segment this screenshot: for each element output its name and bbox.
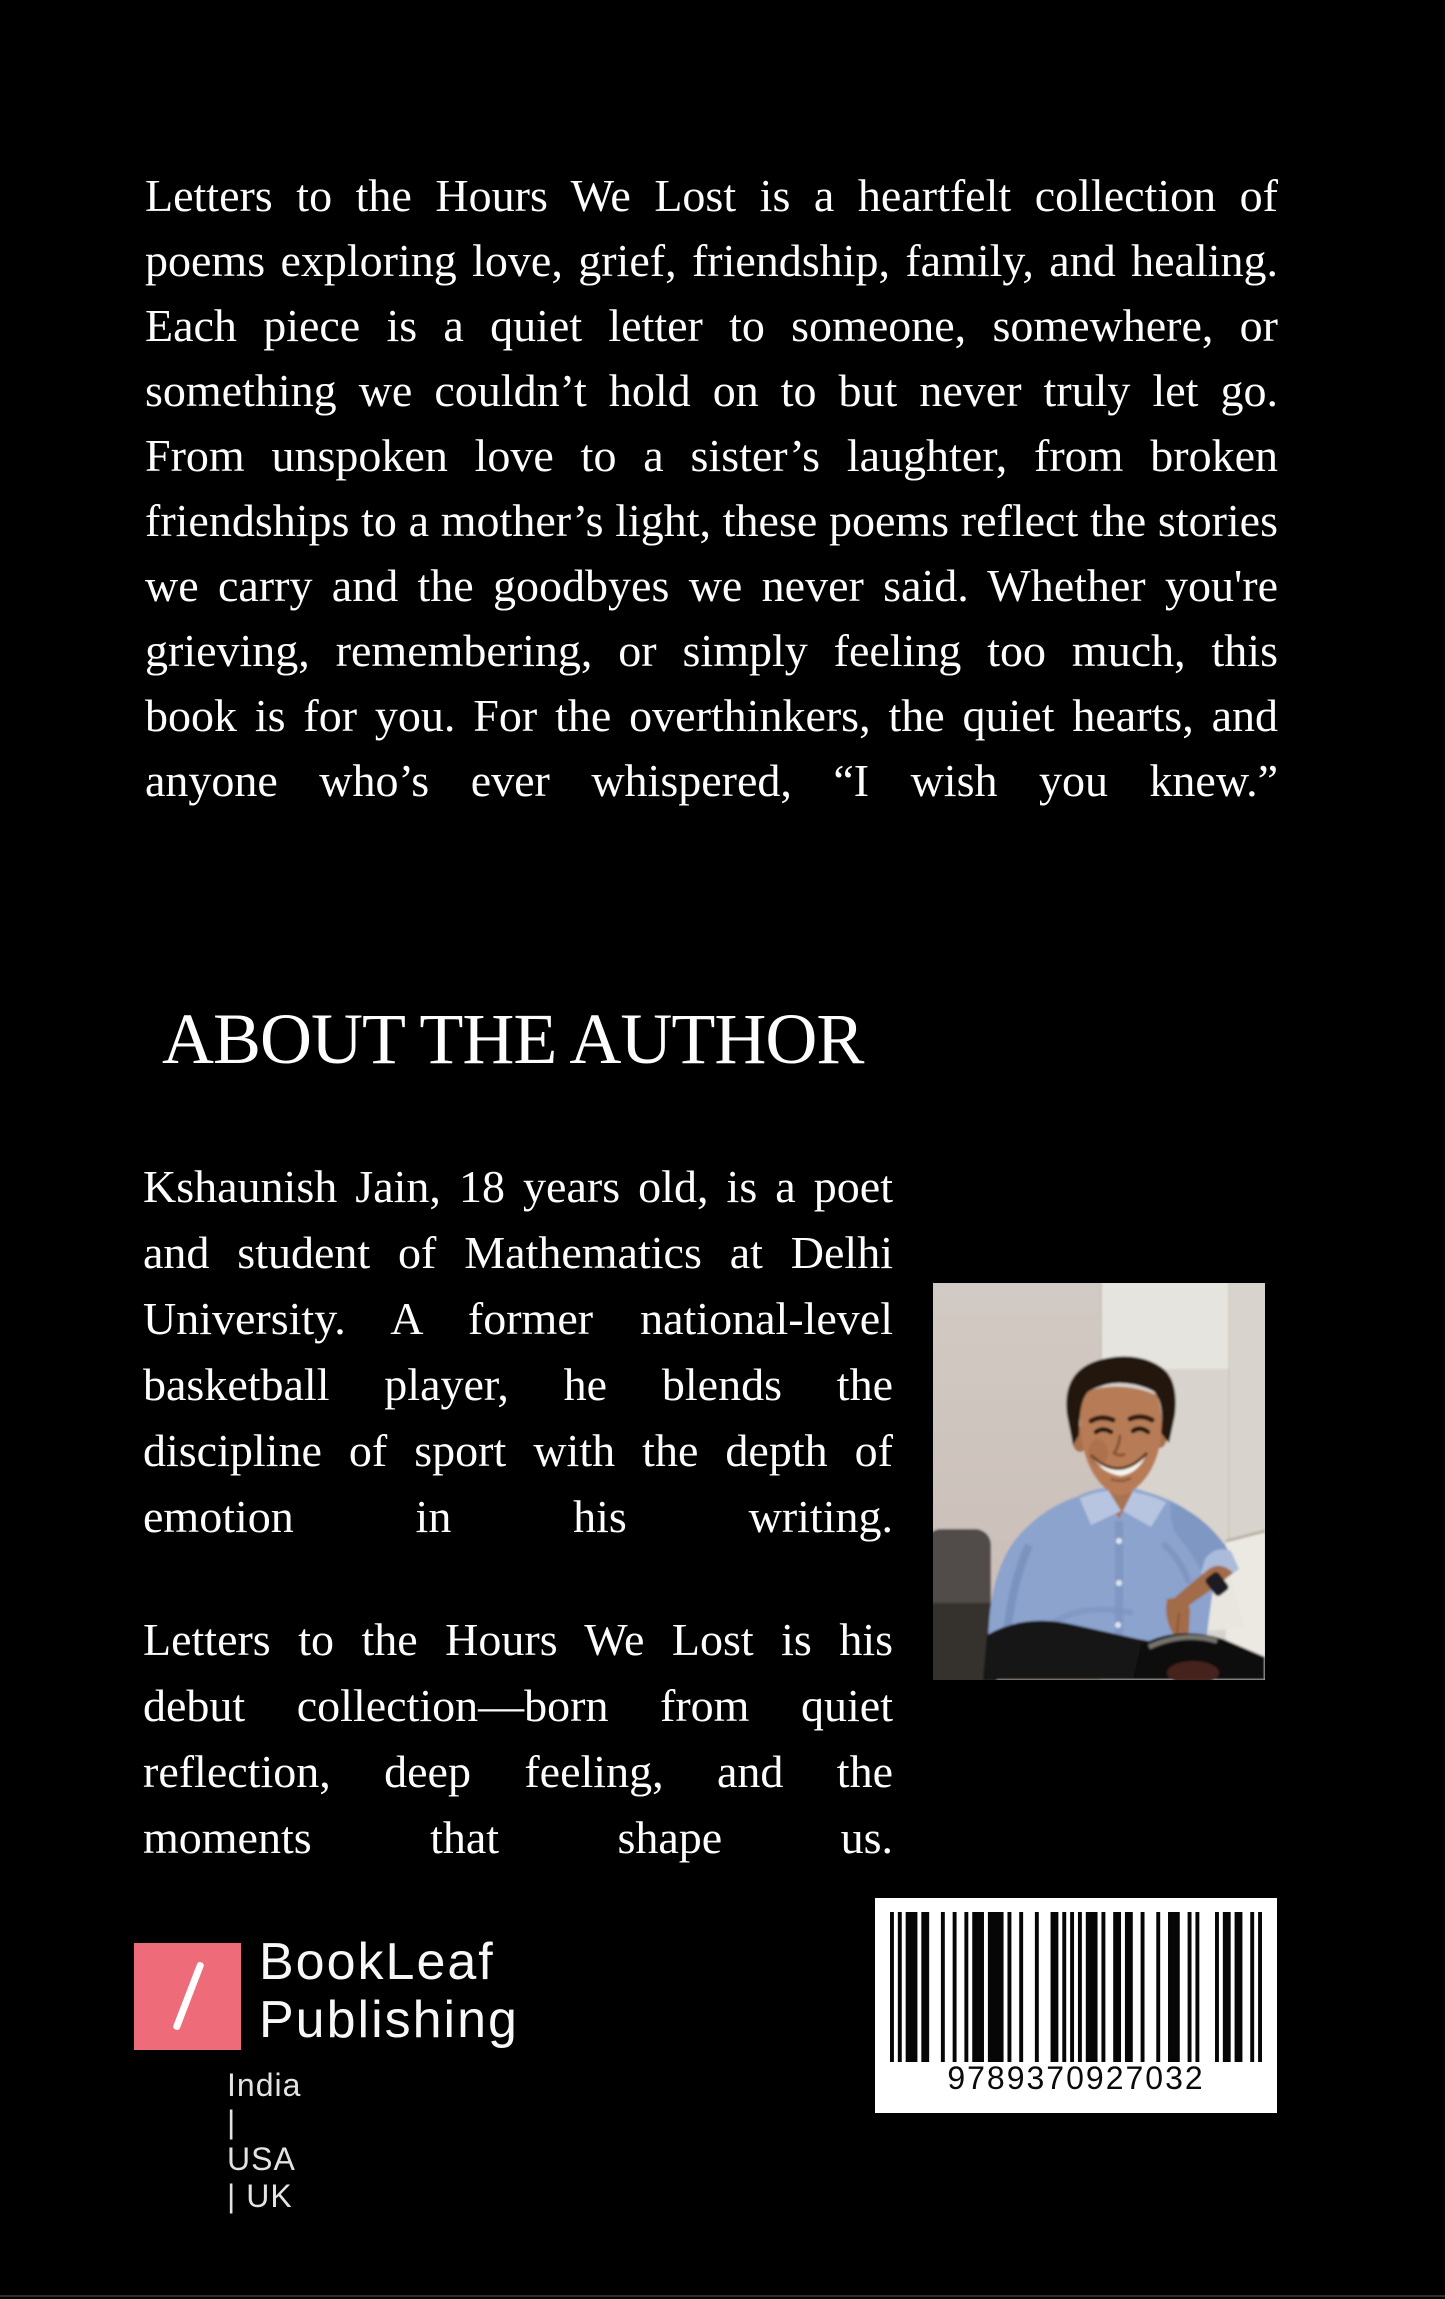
bio-paragraph-2: Letters to the Hours We Lost is his debut collection—born from quiet reflection, deep feeling, and the moments that shape us.	[143, 1614, 893, 1863]
publisher-wordmark	[259, 1933, 519, 2049]
isbn-number: 9789370927032	[947, 2060, 1205, 2096]
isbn-barcode	[875, 1898, 1277, 2113]
about-the-author-heading: ABOUT THE AUTHOR	[162, 999, 864, 1079]
barcode-bars	[890, 1912, 1262, 2062]
publisher-name-line1: BookLeaf	[259, 1933, 495, 1991]
slash-icon	[172, 1961, 204, 2031]
author-photo	[933, 1283, 1265, 1680]
page-edge-line	[0, 2295, 1445, 2297]
publisher-regions: India | USA | UK	[227, 2067, 302, 2214]
author-bio	[143, 1154, 893, 1871]
bookleaf-logo-icon	[134, 1943, 241, 2050]
publisher-name-line2: Publishing	[259, 1991, 519, 2049]
book-blurb: Letters to the Hours We Lost is a heartfelt collection of poems exploring love, grief, friendship, family, and healing. Each piece is a quiet letter to someone, somewhere, or something we couldn’t hold on to but never truly let go. From unspoken love to a sister’s laughter, from broken friendships to a mother’s light, these poems reflect the stories we carry and the goodbyes we never said. Whether you're grieving, remembering, or simply feeling too much, this book is for you. For the overthinkers, the quiet hearts, and anyone who’s ever whispered, “I wish you knew.”	[145, 170, 1278, 806]
author-photo-illustration	[933, 1283, 1265, 1680]
bio-paragraph-1: Kshaunish Jain, 18 years old, is a poet and student of Mathematics at Delhi University. A former national-level basketball player, he blends the discipline of sport with the depth of emotion in his writing.	[143, 1161, 893, 1542]
